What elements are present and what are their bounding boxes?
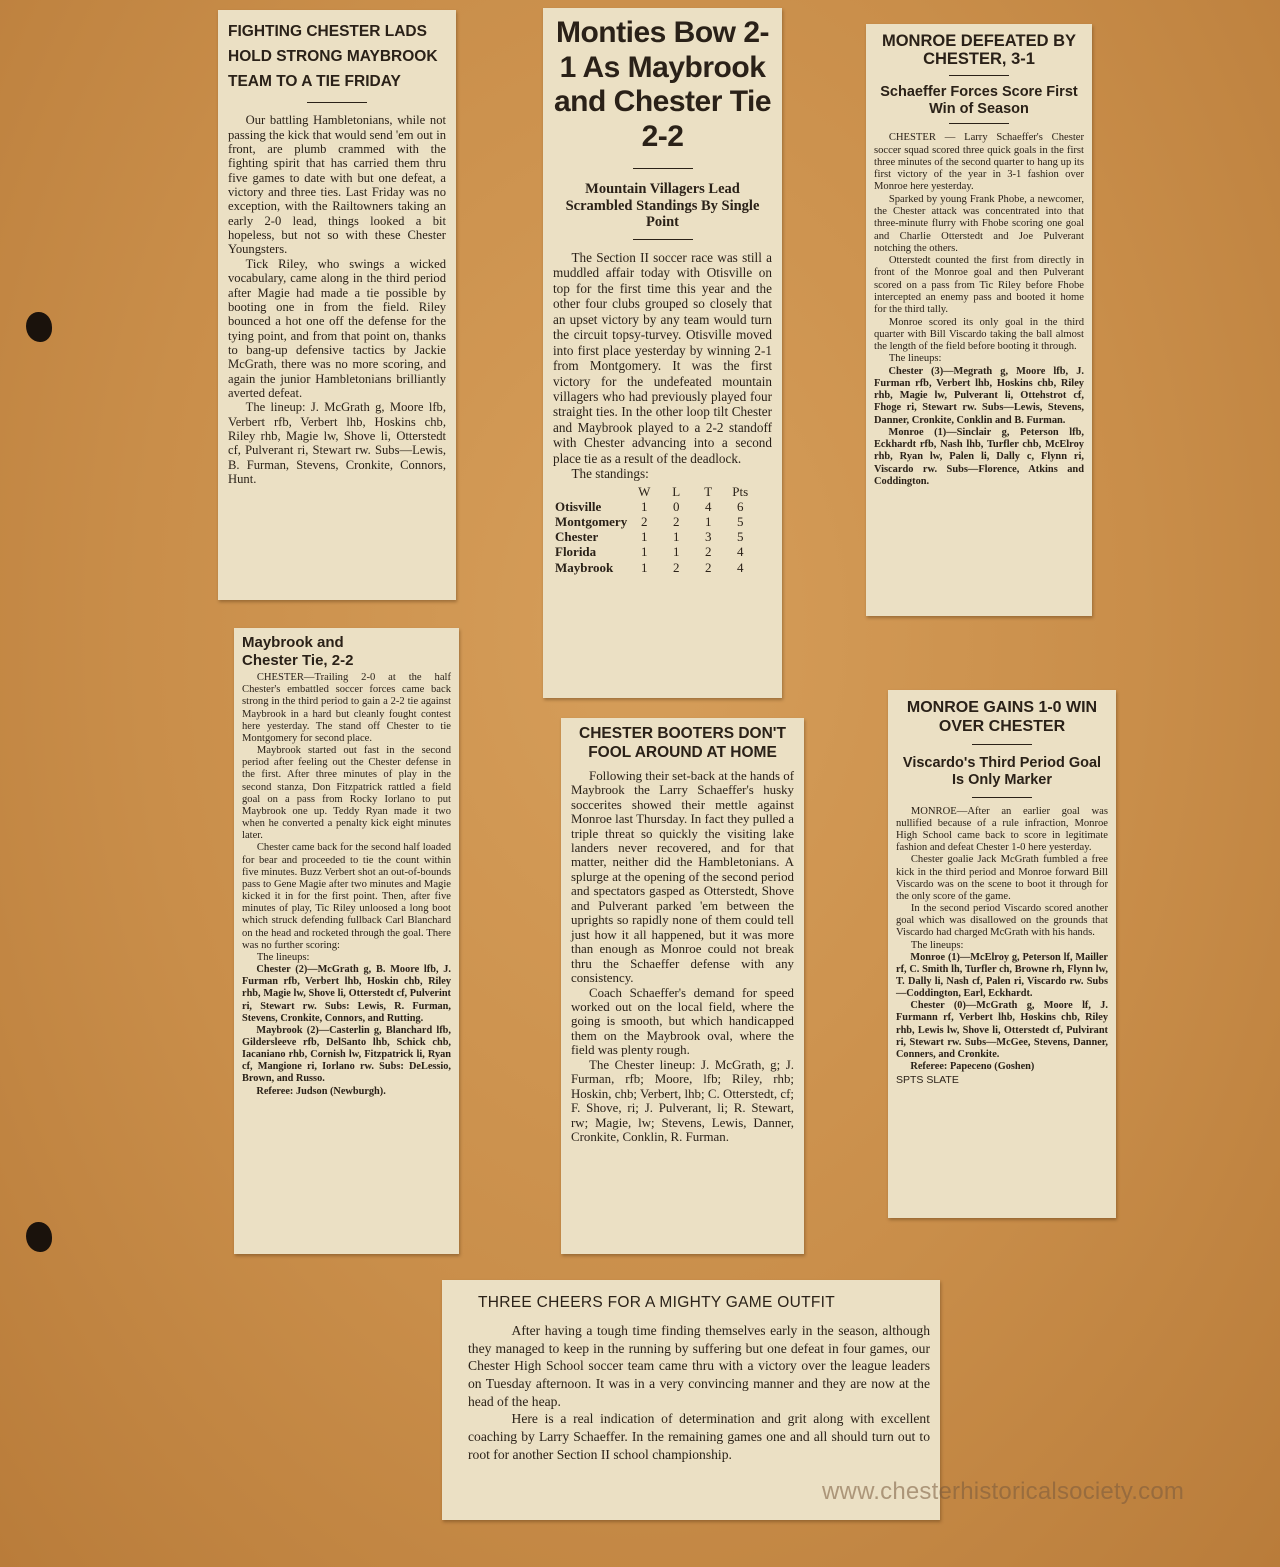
points: 5 <box>736 529 744 545</box>
clipping-subhead: Mountain Villagers Lead Scrambled Standings By Single Point <box>565 181 760 231</box>
clipping-chester-maybrook-tie-friday <box>218 10 456 600</box>
clipping-subhead: Viscardo's Third Period Goal Is Only Marker <box>902 755 1102 789</box>
lineup-maybrook: Maybrook (2)—Casterlin g, Blanchard lfb, Gildersleeve rfb, DelSanto lhb, Schick chb, Iacaniano rhb, Cornish lw, Fitzpatrick li, Ryan cf, Mangione ri, Iorlano rw. Subs: DeLessio, Brown, and Russo. <box>242 1024 451 1085</box>
team-name: Maybrook <box>555 559 614 575</box>
table-row <box>555 514 759 529</box>
clipping-body <box>553 250 772 482</box>
divider <box>949 75 1009 76</box>
clipping-monties-bow <box>543 8 782 698</box>
slug-line: SPTS SLATE <box>896 1074 959 1087</box>
paragraph: Here is a real indication of determination and grit along with excellent coaching by Larry Schaeffer. In the remaining games one and all should turn out to root for another Section II school championship. <box>468 1411 930 1462</box>
wins: 1 <box>640 544 648 560</box>
paragraph: Coach Schaeffer's demand for speed worked out on the local field, where the going is smooth, but which handicapped them on the Maybrook oval, where the field was plenty rough. <box>571 985 794 1058</box>
paragraph: MONROE—After an earlier goal was nullified because of a rule infraction, Monroe High School came back to score in legitimate fashion and defeat Chester 1-0 here yesterday. <box>896 805 1108 854</box>
paragraph: Our battling Hambletonians, while not passing the kick that would send 'em out in front, are plumb crammed with the fighting spirit that has carried them thru five games to date with but one defeat, a victory and three ties. Last Friday was no exception, with the Railtowners taking an early 2-0 lead, things looked a bit hopeless, but not so with these Chester Youngsters. <box>228 113 446 257</box>
clipping-body <box>874 132 1084 365</box>
clipping-monroe-defeated <box>866 24 1092 616</box>
points: 4 <box>736 544 744 560</box>
losses: 1 <box>672 529 680 545</box>
clipping-body <box>242 672 451 964</box>
divider <box>307 102 367 103</box>
paragraph: In the second period Viscardo scored another goal which was disallowed on the grounds that Viscardo had charged McGrath with his hands. <box>896 903 1108 939</box>
points: 4 <box>736 559 744 575</box>
paragraph: The lineups: <box>256 951 310 963</box>
ties: 2 <box>704 544 712 560</box>
clipping-body <box>571 769 794 1145</box>
col-header-l: L <box>672 483 681 499</box>
watermark: www.chesterhistoricalsociety.com <box>822 1478 1185 1505</box>
paragraph: The lineup: J. McGrath g, Moore lfb, Verbert rfb, Verbert lhb, Hoskins chb, Riley rhb, Magie lw, Shove li, Otterstedt cf, Pulverant ri, Stewart rw. Subs—Lewis, B. Furman, Stevens, Cronkite, Connors, Hunt. <box>228 400 446 486</box>
table-row <box>555 544 759 559</box>
paragraph: CHESTER—Trailing 2-0 at the half Chester's embattled soccer forces came back strong in the third period to gain a 2-2 tie against Maybrook in a hard but cleanly fought contest here yesterday. The stand off Chester to tie Montgomery for second place. <box>242 672 451 744</box>
clipping-headline: MONROE DEFEATED BY CHESTER, 3-1 <box>881 32 1077 69</box>
paragraph: Chester came back for the second half loaded for bear and proceeded to tie the count within five minutes. Buzz Verbert shot an out-of-bounds pass to Gene Magie after two minutes and Magie kicked it in for the first point. Then, after five minutes of play, Tic Riley unloosed a long boot which struck defending fullback Carl Blanchard on the head and rocketed through the goal. There was no further scoring: <box>242 842 451 951</box>
clipping-chester-booters <box>561 718 804 1254</box>
team-name: Otisville <box>555 498 602 514</box>
paragraph: Following their set-back at the hands of Maybrook the Larry Schaeffer's husky soccerites showed their mettle against Monroe last Thursday. In fact they pulled a triple threat so quickly the visiting lake landers never recovered, and for that matter, neither did the Hambletonians. A splurge at the opening of the second period and spectators gasped as Otterstedt, Shove and Pulverant parked 'em between the uprights so rapidly none of them could tell just how it all happened, but it was more than enough as Monroe could not break thru the Schaeffer defense with any consistency. <box>571 768 794 986</box>
divider <box>972 797 1032 798</box>
paragraph: The lineups: <box>888 353 942 365</box>
binder-hole <box>26 312 52 342</box>
losses: 2 <box>672 559 680 575</box>
table-row <box>555 560 759 575</box>
clipping-body <box>896 806 1108 952</box>
col-header-w: W <box>638 483 651 499</box>
wins: 1 <box>640 529 648 545</box>
standings-label: The standings: <box>571 466 649 482</box>
paragraph: Maybrook started out fast in the second period after feeling out the Chester defense in the first. After three minutes of play in the second stanza, Don Fitzpatrick rattled a field goal on a pass from Rocky Iorlano to put Maybrook one up. Teddy Ryan made it two when he converted a penalty kick eight minutes later. <box>242 745 451 842</box>
divider <box>633 168 693 169</box>
clipping-headline: FIGHTING CHESTER LADS HOLD STRONG MAYBROOK TEAM TO A TIE FRIDAY <box>228 23 438 90</box>
table-row <box>555 529 759 544</box>
clipping-monroe-gains <box>888 690 1116 1218</box>
clipping-headline: Maybrook and Chester Tie, 2-2 <box>242 634 354 669</box>
lineup-chester: Chester (2)—McGrath g, B. Moore lfb, J. Furman rfb, Verbert lhb, Hoskin chb, Riley rhb, Magie lw, Shove li, Otterstedt cf, Pulverint ri, Stewart rw. Subs: Lewis, R. Furman, Stevens, Cronkite, Connors, and Rutting. <box>242 964 451 1024</box>
lineup-monroe: Monroe (1)—Sinclair g, Peterson lfb, Eckhardt rfb, Nash lhb, Turfler chb, McElroy rhb, Ryan lw, Palen li, Dally c, Flynn ri, Viscardo rw. Subs—Florence, Atkins and Coddington. <box>874 426 1084 488</box>
team-name: Montgomery <box>555 513 628 529</box>
paragraph: The lineups: <box>910 939 964 951</box>
wins: 1 <box>640 559 648 575</box>
clipping-body <box>228 113 446 486</box>
wins: 1 <box>640 498 648 514</box>
paragraph: The Section II soccer race was still a muddled affair today with Otisville on top for the first time this year and the other four clubs grouped so closely that an upset victory by any team would turn the circuit topsy-turvey. Otisville moved into first place yesterday by winning 2-1 from Montgomery. It was the first victory for the undefeated mountain villagers who had previously played four straight ties. In the other loop tilt Chester and Maybrook played to a 2-2 standoff with Chester advancing into a second place tie as a result of the deadlock. <box>553 250 772 466</box>
paragraph: Otterstedt counted the first from directly in front of the Monroe goal and then Pulverant scored on a pass from Tic Riley before Fhobe intercepted an enemy pass and booted it home for the third tally. <box>874 255 1084 316</box>
standings-header-row <box>555 484 759 499</box>
paragraph: Tick Riley, who swings a wicked vocabulary, came along in the third period after Magie had made a tie possible by booting one in from the field. Riley bounced a hot one off the defense for the tying point, and from that point on, thanks to bang-up defensive tactics by Jackie McGrath, there was no more scoring, and again the junior Hambletonians brilliantly averted defeat. <box>228 256 446 400</box>
team-name: Florida <box>555 544 597 560</box>
points: 6 <box>736 498 744 514</box>
referee: Referee: Papeceno (Goshen) <box>910 1061 1035 1073</box>
ties: 3 <box>704 529 712 545</box>
clipping-headline: CHESTER BOOTERS DON'T FOOL AROUND AT HOME <box>579 725 786 762</box>
clipping-subhead: Schaeffer Forces Score First Win of Season <box>880 83 1078 117</box>
clipping-headline: THREE CHEERS FOR A MIGHTY GAME OUTFIT <box>478 1294 836 1311</box>
col-header-pts: Pts <box>732 483 749 499</box>
paragraph: CHESTER — Larry Schaeffer's Chester soccer squad scored three quick goals in the first three minutes of the second quarter to hang up its first victory of the year in 3-1 fashion over Monroe here yesterday. <box>874 132 1084 193</box>
divider <box>949 123 1009 124</box>
clipping-headline: Monties Bow 2-1 As Maybrook and Chester Tie 2-2 <box>553 16 772 153</box>
losses: 2 <box>672 513 680 529</box>
ties: 2 <box>704 559 712 575</box>
ties: 1 <box>704 513 712 529</box>
col-header-t: T <box>704 483 713 499</box>
clipping-maybrook-chester-tie <box>234 628 459 1254</box>
lineup-chester: Chester (3)—Megrath g, Moore lfb, J. Furman rfb, Verbert lhb, Hoskins chb, Riley rhb, Magie lw, Pulverant li, Ottehstrot cf, Fhoge ri, Stewart rw. Subs—Lewis, Stevens, Danner, Cronkite, Conklin and B. Furman. <box>874 365 1084 426</box>
clipping-body <box>468 1322 930 1463</box>
losses: 0 <box>672 498 680 514</box>
wins: 2 <box>640 513 648 529</box>
team-name: Chester <box>555 529 599 545</box>
ties: 4 <box>704 498 712 514</box>
paragraph: Sparked by young Frank Phobe, a newcomer, the Chester attack was concentrated into that three-minute flurry with Fhobe scoring one goal and Charlie Otterstedt and Joe Pulverant notching the others. <box>874 193 1084 254</box>
losses: 1 <box>672 544 680 560</box>
divider <box>633 239 693 240</box>
paragraph: Chester goalie Jack McGrath fumbled a free kick in the third period and Monroe forward Bill Viscardo was on the scene to boot it through for the only score of the game. <box>896 854 1108 902</box>
standings-table <box>555 484 759 575</box>
clipping-headline: MONROE GAINS 1-0 WIN OVER CHESTER <box>906 699 1098 736</box>
table-row <box>555 499 759 514</box>
points: 5 <box>736 513 744 529</box>
binder-hole <box>26 1222 52 1252</box>
lineup-monroe: Monroe (1)—McElroy g, Peterson lf, Mailler rf, C. Smith lh, Turfler ch, Browne rh, Flynn lw, T. Dally li, Nash cf, Palen ri, Viscardo rw. Subs—Coddington, Earl, Eckhardt. <box>896 951 1108 1000</box>
paragraph: Monroe scored its only goal in the third quarter with Bill Viscardo taking the ball almost the length of the field before booting it through. <box>874 316 1084 353</box>
paragraph: The Chester lineup: J. McGrath, g; J. Furman, rfb; Moore, lfb; Riley, rhb; Hoskin, chb; Verbert, lhb; C. Otterstedt, cf; F. Shove, ri; J. Pulverant, li; R. Stewart, rw; Magie, lw; Stevens, Lewis, Danner, Cronkite, Conklin, R. Furman. <box>571 1057 794 1145</box>
referee: Referee: Judson (Newburgh). <box>256 1085 386 1097</box>
divider <box>972 744 1032 745</box>
paragraph: After having a tough time finding themselves early in the season, although they managed to keep in the running by suffering but one defeat in four games, our Chester High School soccer team came thru with a victory over the league leaders on Tuesday afternoon. It was in a very convincing manner and they are now at the head of the heap. <box>468 1323 930 1409</box>
lineup-chester: Chester (0)—McGrath g, Moore lf, J. Furmann rf, Verbert lhb, Hoskins chb, Riley rhb, Lewis lw, Shove li, Otterstedt cf, Pulvirant ri, Stewart rw. Subs—McGee, Stevens, Danner, Conners, and Cronkite. <box>896 1000 1108 1060</box>
